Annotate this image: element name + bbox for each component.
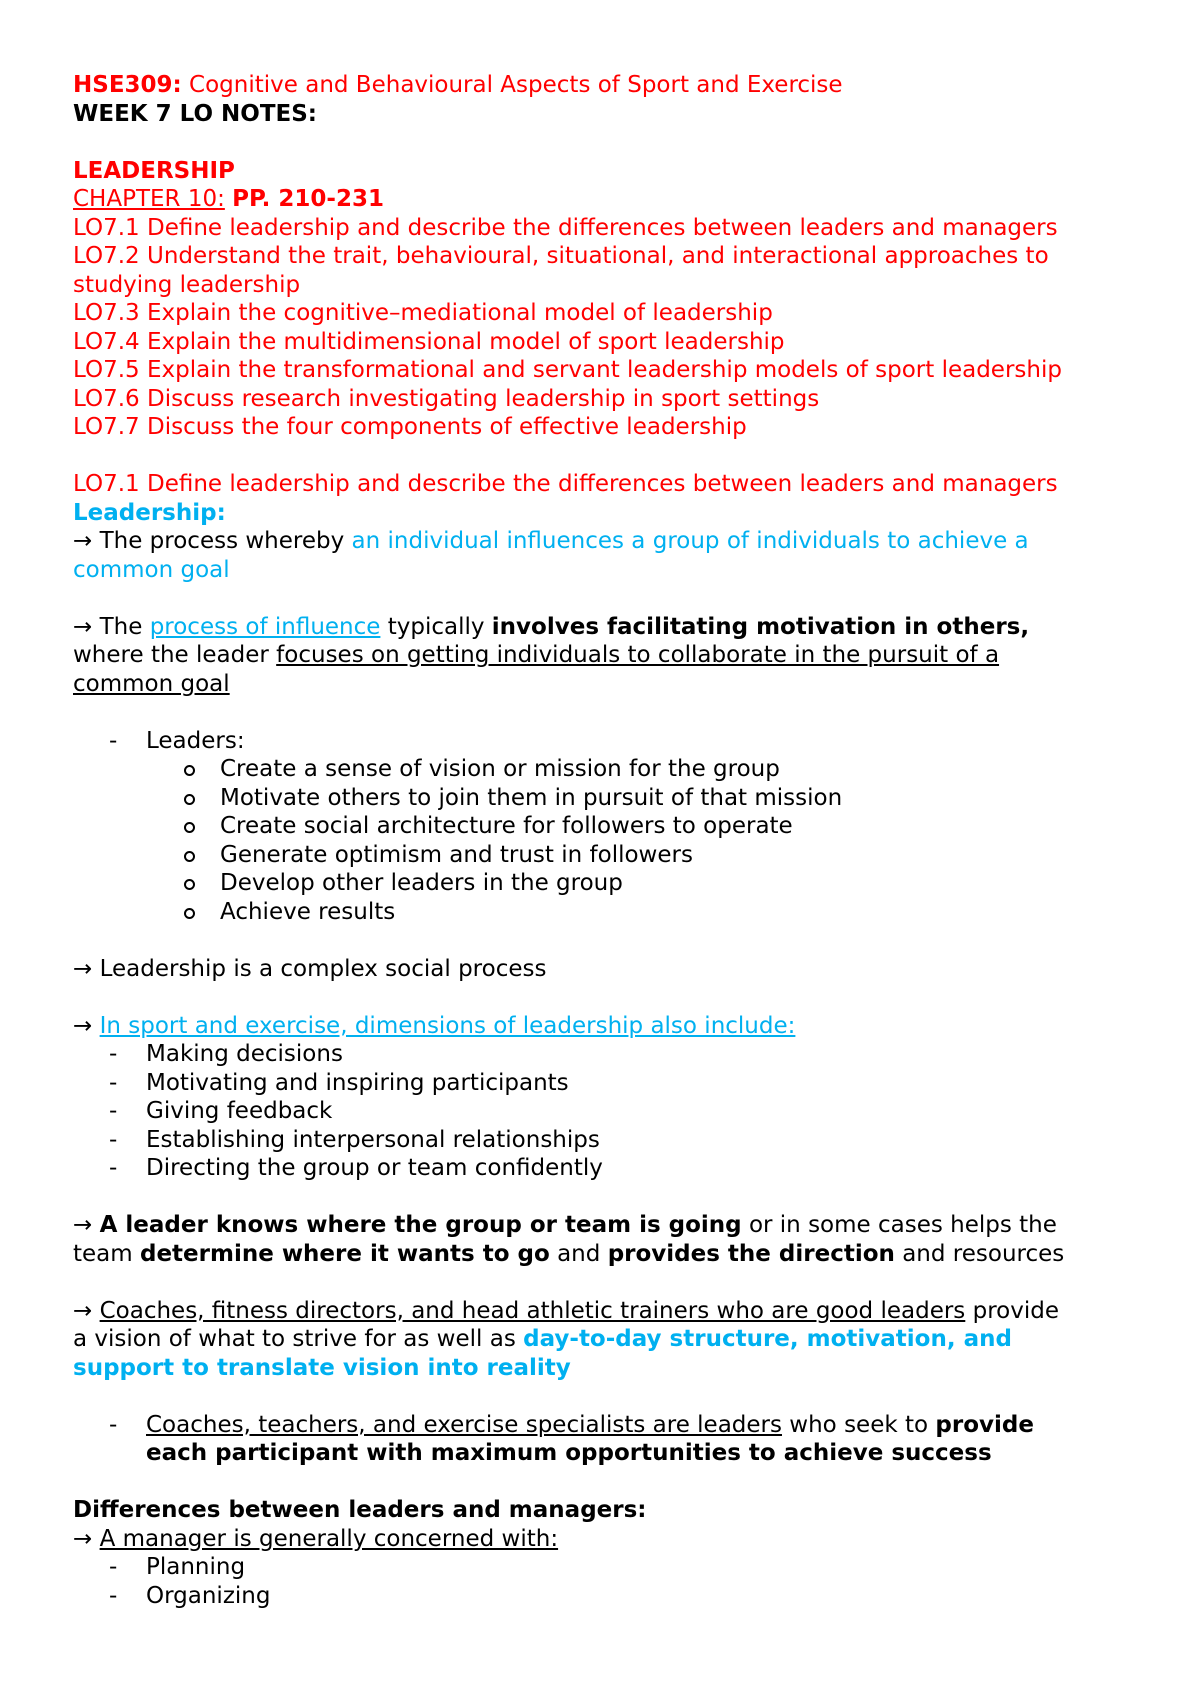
objective-lo72: LO7.2 Understand the trait, behavioural, situational, and interactional approaches to	[73, 243, 1049, 269]
arrow-right-icon: →	[73, 1297, 93, 1324]
list-item	[73, 1154, 1143, 1183]
blank-line	[73, 1382, 1143, 1411]
leader-knows-text-f: provides the direction	[607, 1240, 895, 1267]
teachers-text-c: provide	[935, 1411, 1034, 1438]
chapter-label: CHAPTER 10:	[73, 186, 225, 212]
arrow-right-icon: →	[73, 955, 93, 982]
lo71-heading: LO7.1 Define leadership and describe the differences between leaders and managers	[73, 471, 1058, 497]
list-item-text: Planning	[146, 1554, 246, 1580]
objective-lo72-cont: studying leadership	[73, 271, 301, 298]
influence-text-c: typically	[380, 613, 492, 640]
teachers-line-1	[73, 1411, 1143, 1440]
circle-bullet-icon	[184, 851, 195, 862]
differences-heading: Differences between leaders and managers:	[73, 1497, 647, 1523]
dash-bullet: -	[109, 1041, 118, 1067]
influence-line-2	[73, 641, 1143, 670]
dash-bullet: -	[109, 1126, 118, 1153]
leaders-list-header	[73, 727, 1143, 756]
coaches-line-1	[73, 1297, 1143, 1326]
blank-line	[73, 1183, 1143, 1212]
list-item-text: Motivating and inspiring participants	[146, 1069, 569, 1096]
objective-lo74: LO7.4 Explain the multidimensional model of sport leadership	[73, 328, 785, 355]
dimensions-label: In sport and exercise, dimensions of leadership also include:	[99, 1012, 796, 1039]
week-notes-title: WEEK 7 LO NOTES:	[73, 100, 317, 127]
list-item-text: Making decisions	[146, 1041, 343, 1067]
list-item-text: Establishing interpersonal relationships	[146, 1126, 600, 1153]
circle-bullet-icon	[184, 908, 195, 919]
dash-bullet: -	[109, 1155, 118, 1181]
influence-text-f: focuses on getting individuals to collaborate in the pursuit of a	[276, 642, 1000, 668]
coaches-text-a: Coaches, fitness directors, and head athletic trainers who are good leaders	[99, 1297, 966, 1324]
chapter-line	[73, 185, 1143, 214]
circle-bullet-icon	[184, 765, 195, 776]
teachers-text-d: each participant with maximum opportunities to achieve success	[146, 1440, 992, 1466]
influence-line-1	[73, 613, 1143, 642]
teachers-text-b: who seek to	[781, 1411, 936, 1438]
list-item-text: Create a sense of vision or mission for the group	[220, 756, 780, 782]
leader-knows-text-g: and resources	[894, 1240, 1065, 1267]
course-title: Cognitive and Behavioural Aspects of Sport and Exercise	[181, 72, 843, 98]
circle-bullet-icon	[184, 822, 195, 833]
manager-label: A manager is generally concerned with:	[99, 1525, 559, 1552]
definition-text-a: The process whereby	[92, 528, 352, 554]
list-item-text: Directing the group or team confidently	[146, 1155, 603, 1181]
list-item	[73, 755, 1143, 784]
leader-knows-line-1	[73, 1211, 1143, 1240]
leader-knows-text-a: A leader knows where the group or team is going	[99, 1212, 742, 1238]
document-body	[73, 71, 1143, 1610]
list-item-text: Develop other leaders in the group	[220, 870, 623, 896]
influence-text-e: where the leader	[73, 642, 277, 668]
influence-text-b: process of influence	[149, 613, 381, 640]
leadership-label: Leadership:	[73, 499, 226, 526]
blank-line	[73, 128, 1143, 157]
objective-lo73: LO7.3 Explain the cognitive–mediational model of leadership	[73, 300, 773, 326]
manager-line	[73, 1525, 1143, 1554]
chapter-pages: PP. 210-231	[232, 186, 384, 212]
complex-process-line	[73, 955, 1143, 984]
arrow-right-icon: →	[73, 1525, 93, 1552]
list-item-text: Create social architecture for followers to operate	[220, 813, 793, 839]
dash-bullet: -	[109, 1411, 118, 1438]
list-item	[73, 1069, 1143, 1098]
teachers-line-2	[73, 1439, 1143, 1468]
blank-line	[73, 698, 1143, 727]
leader-knows-text-d: determine where it wants to go	[139, 1240, 550, 1267]
list-item	[73, 1040, 1143, 1069]
section-title: LEADERSHIP	[73, 157, 235, 184]
definition-text-b: an individual influences a group of individuals to achieve a	[351, 528, 1029, 554]
definition-line-1	[73, 527, 1143, 556]
dash-bullet: -	[109, 1554, 118, 1580]
blank-line	[73, 1268, 1143, 1297]
leader-knows-text-b: or in some cases helps the	[741, 1212, 1057, 1238]
list-item	[73, 1582, 1143, 1611]
influence-text-d: involves facilitating motivation in others,	[491, 613, 1030, 640]
list-item	[73, 898, 1143, 927]
blank-line	[73, 442, 1143, 471]
list-item	[73, 1553, 1143, 1582]
coaches-text-d: day-to-day structure, motivation, and	[523, 1326, 1012, 1352]
leader-knows-text-c: team	[73, 1240, 140, 1267]
teachers-text-a: Coaches, teachers, and exercise specialists are leaders	[146, 1411, 782, 1438]
arrow-right-icon: →	[73, 528, 93, 554]
list-item	[73, 841, 1143, 870]
blank-line	[73, 926, 1143, 955]
dimensions-line	[73, 1012, 1143, 1041]
arrow-right-icon: →	[73, 1012, 93, 1039]
definition-line-2: common goal	[73, 556, 230, 583]
list-item-text: Achieve results	[220, 898, 396, 925]
blank-line	[73, 584, 1143, 613]
objective-lo77: LO7.7 Discuss the four components of effective leadership	[73, 414, 747, 440]
leader-knows-line-2	[73, 1240, 1143, 1269]
influence-line-3: common goal	[73, 670, 230, 697]
blank-line	[73, 1468, 1143, 1497]
complex-process-text: Leadership is a complex social process	[92, 955, 547, 982]
arrow-right-icon: →	[73, 1212, 93, 1238]
coaches-line-2	[73, 1325, 1143, 1354]
list-item	[73, 1126, 1143, 1155]
dash-bullet: -	[109, 1069, 118, 1096]
list-item-text: Giving feedback	[146, 1098, 333, 1124]
list-item	[73, 784, 1143, 813]
course-header	[73, 71, 1143, 100]
course-code: HSE309:	[73, 72, 182, 98]
objective-lo75: LO7.5 Explain the transformational and servant leadership models of sport leadership	[73, 357, 1062, 383]
circle-bullet-icon	[184, 879, 195, 890]
arrow-right-icon: →	[73, 613, 93, 640]
circle-bullet-icon	[184, 794, 195, 805]
coaches-text-b: provide	[965, 1297, 1059, 1324]
list-item-text: Generate optimism and trust in followers	[220, 841, 693, 868]
objective-lo76: LO7.6 Discuss research investigating leadership in sport settings	[73, 385, 820, 412]
coaches-line-3: support to translate vision into reality	[73, 1354, 571, 1381]
leader-knows-text-e: and	[549, 1240, 608, 1267]
leaders-label: Leaders:	[146, 727, 245, 754]
dash-bullet: -	[109, 1582, 118, 1609]
list-item	[73, 869, 1143, 898]
list-item-text: Organizing	[146, 1582, 271, 1609]
coaches-text-c: a vision of what to strive for as well as	[73, 1326, 524, 1352]
dash-bullet: -	[109, 727, 118, 754]
objective-lo71: LO7.1 Define leadership and describe the differences between leaders and managers	[73, 214, 1058, 241]
list-item	[73, 1097, 1143, 1126]
dash-bullet: -	[109, 1098, 118, 1124]
list-item-text: Motivate others to join them in pursuit of that mission	[220, 784, 843, 811]
list-item	[73, 812, 1143, 841]
influence-text-a: The	[92, 613, 150, 640]
blank-line	[73, 983, 1143, 1012]
